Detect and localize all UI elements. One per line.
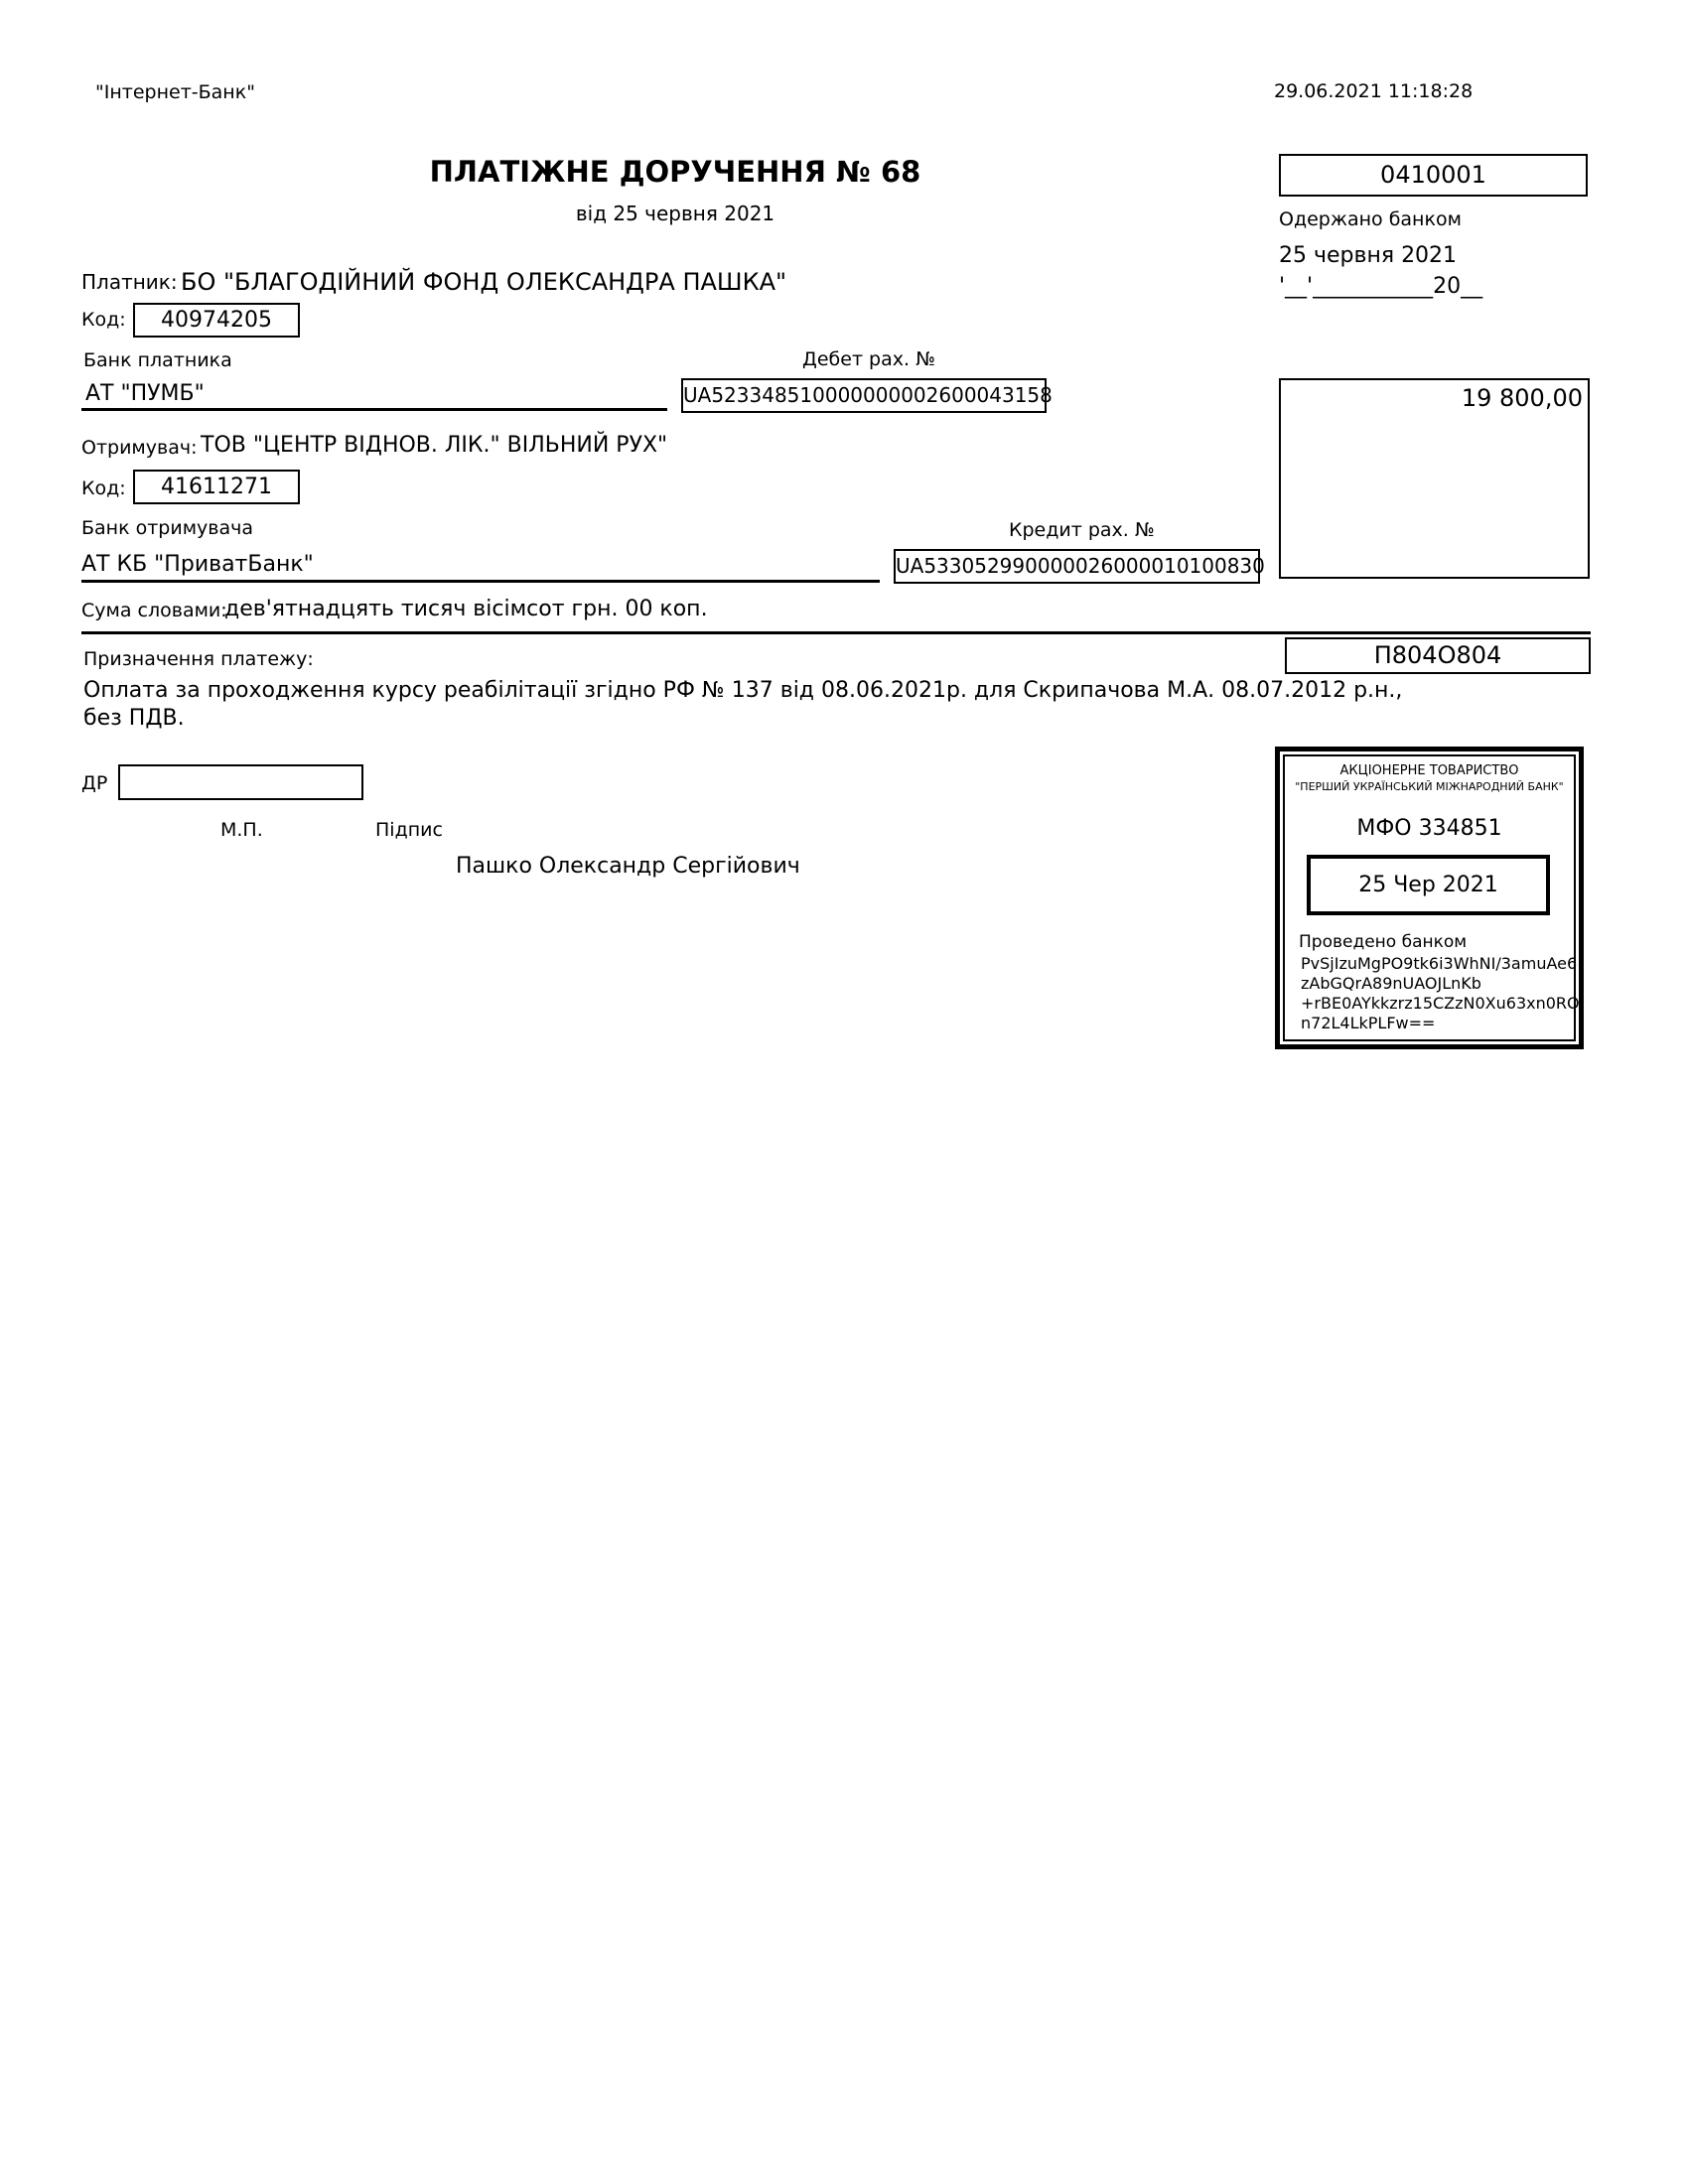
stamp-date: 25 Чер 2021 <box>1358 873 1498 897</box>
payer-bank-underline <box>81 408 667 411</box>
document-date: від 25 червня 2021 <box>575 202 775 225</box>
stamp-processed-label: Проведено банком <box>1299 932 1468 952</box>
credit-account: UA533052990000026000010100830 <box>896 554 1265 578</box>
payer-code-box <box>133 303 300 338</box>
stamp-hash-line-2: zAbGQrA89nUAOJLnKb <box>1301 974 1481 993</box>
stamp-hash-line-4: n72L4LkPLFw== <box>1301 1014 1436 1032</box>
purpose-line-2: без ПДВ. <box>83 706 185 731</box>
recipient-label: Отримувач: <box>81 437 198 459</box>
credit-account-label: Кредит рах. № <box>1009 519 1155 541</box>
stamp-date-box <box>1307 855 1550 915</box>
debit-account-label: Дебет рах. № <box>802 348 935 370</box>
section-divider <box>81 631 1591 634</box>
payer-bank-name: АТ "ПУМБ" <box>85 381 205 406</box>
payer-code: 40974205 <box>161 308 272 333</box>
debit-account: UA523348510000000002600043158 <box>683 383 1053 407</box>
mp-label: М.П. <box>220 819 263 841</box>
recipient-code-label: Код: <box>81 478 126 499</box>
stamp-hash-line-1: PvSjIzuMgPO9tk6i3WhNI/3amuAe6 <box>1301 954 1578 973</box>
recipient-code: 41611271 <box>161 475 272 499</box>
purpose-label: Призначення платежу: <box>83 648 314 670</box>
credit-account-box <box>894 549 1265 584</box>
stamp-org-line-2: "ПЕРШИЙ УКРАЇНСЬКИЙ МІЖНАРОДНИЙ БАНК" <box>1295 780 1564 793</box>
form-code-box <box>1279 154 1588 197</box>
signature-label: Підпис <box>375 819 443 841</box>
stamp-org-line-1: АКЦІОНЕРНЕ ТОВАРИСТВО <box>1339 763 1519 778</box>
reference-code: П804О804 <box>1373 641 1502 669</box>
payer-name: БО "БЛАГОДІЙНИЙ ФОНД ОЛЕКСАНДРА ПАШКА" <box>181 268 787 296</box>
signer-name: Пашко Олександр Сергійович <box>456 854 800 879</box>
amount-words-label: Сума словами: <box>81 600 227 621</box>
system-name: "Інтернет-Банк" <box>95 81 255 103</box>
payer-bank-label: Банк платника <box>83 349 232 371</box>
dr-field <box>118 764 363 800</box>
form-code: 0410001 <box>1380 161 1486 189</box>
amount-value: 19 800,00 <box>1461 384 1583 412</box>
print-datetime: 29.06.2021 11:18:28 <box>1274 80 1474 102</box>
recipient-name: ТОВ "ЦЕНТР ВІДНОВ. ЛІК." ВІЛЬНИЙ РУХ" <box>201 433 668 458</box>
received-blank: '__'___________20__ <box>1279 274 1483 299</box>
recipient-bank-label: Банк отримувача <box>81 517 254 539</box>
amount-words: дев'ятнадцять тисяч вісімсот грн. 00 коп. <box>224 597 708 621</box>
document-title: ПЛАТІЖНЕ ДОРУЧЕННЯ № 68 <box>429 155 921 189</box>
purpose-line-1: Оплата за проходження курсу реабілітації згідно РФ № 137 від 08.06.2021р. для Скрипачова М.А. 08.07.2012 р.н., <box>83 678 1403 703</box>
recipient-bank-name: АТ КБ "ПриватБанк" <box>81 552 314 577</box>
stamp-mfo: МФО 334851 <box>1356 816 1502 841</box>
amount-box <box>1279 378 1590 579</box>
recipient-code-box <box>133 470 300 504</box>
debit-account-box <box>681 378 1053 413</box>
received-date: 25 червня 2021 <box>1279 243 1458 268</box>
payer-code-label: Код: <box>81 309 126 331</box>
received-label: Одержано банком <box>1279 208 1462 230</box>
dr-label: ДР <box>81 772 108 794</box>
stamp-hash-line-3: +rBE0AYkkzrz15CZzN0Xu63xn0RO <box>1301 994 1580 1013</box>
payer-label: Платник: <box>81 270 178 294</box>
reference-box <box>1285 637 1591 674</box>
recipient-bank-underline <box>81 580 880 583</box>
